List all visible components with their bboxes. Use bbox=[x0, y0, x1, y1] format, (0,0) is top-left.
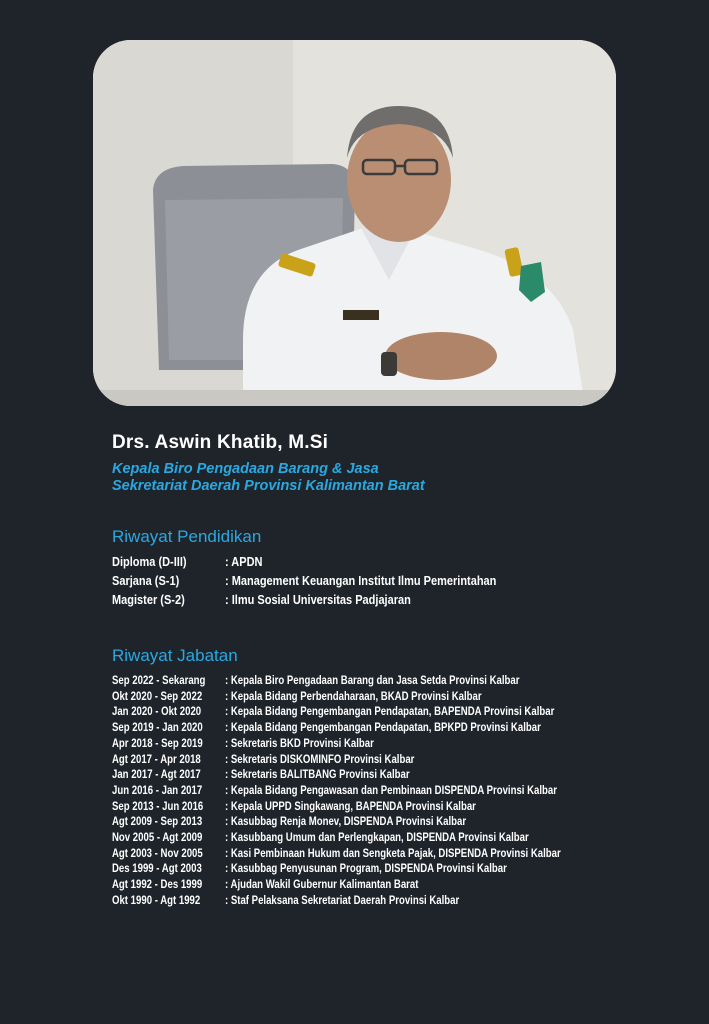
career-position: : Kasubbang Umum dan Perlengkapan, DISPENDA Provinsi Kalbar bbox=[225, 830, 529, 845]
career-period: Sep 2013 - Jun 2016 bbox=[112, 798, 204, 813]
career-period: Agt 2017 - Apr 2018 bbox=[112, 751, 201, 766]
career-position: : Kepala UPPD Singkawang, BAPENDA Provinsi Kalbar bbox=[225, 798, 476, 813]
position-line-2: Sekretariat Daerah Provinsi Kalimantan Barat bbox=[112, 478, 425, 494]
career-period: Agt 2009 - Sep 2013 bbox=[112, 814, 203, 829]
career-period: Agt 1992 - Des 1999 bbox=[112, 877, 203, 892]
career-list bbox=[112, 673, 645, 909]
career-position: : Kepala Bidang Perbendaharaan, BKAD Provinsi Kalbar bbox=[225, 688, 482, 703]
career-position: : Kasubbag Renja Monev, DISPENDA Provinsi Kalbar bbox=[225, 814, 467, 829]
career-period: Sep 2019 - Jan 2020 bbox=[112, 720, 203, 735]
career-period: Agt 2003 - Nov 2005 bbox=[112, 845, 203, 860]
career-item bbox=[112, 783, 645, 799]
career-position: : Sekretaris BALITBANG Provinsi Kalbar bbox=[225, 767, 410, 782]
career-item bbox=[112, 799, 645, 815]
career-item bbox=[112, 720, 645, 736]
career-position: : Kepala Biro Pengadaan Barang dan Jasa Setda Provinsi Kalbar bbox=[225, 673, 520, 687]
career-period: Sep 2022 - Sekarang bbox=[112, 673, 206, 687]
career-item bbox=[112, 861, 645, 877]
education-heading: Riwayat Pendidikan bbox=[112, 527, 262, 546]
career-heading: Riwayat Jabatan bbox=[112, 646, 238, 665]
position-title bbox=[112, 461, 425, 495]
education-institution: : Management Keuangan Institut Ilmu Pemerintahan bbox=[225, 574, 497, 588]
career-position: : Staf Pelaksana Sekretariat Daerah Provinsi Kalbar bbox=[225, 892, 460, 907]
education-institution: : APDN bbox=[225, 555, 263, 569]
career-item bbox=[112, 846, 645, 862]
profile-photo bbox=[93, 40, 616, 406]
career-item bbox=[112, 673, 645, 689]
education-level: Magister (S-2) bbox=[112, 593, 185, 607]
career-position: : Kepala Bidang Pengembangan Pendapatan, BAPENDA Provinsi Kalbar bbox=[225, 704, 555, 719]
education-institution: : Ilmu Sosial Universitas Padjajaran bbox=[225, 593, 411, 607]
career-period: Des 1999 - Agt 2003 bbox=[112, 861, 202, 876]
education-level: Sarjana (S-1) bbox=[112, 574, 180, 588]
position-line-1: Kepala Biro Pengadaan Barang & Jasa bbox=[112, 461, 379, 477]
career-item bbox=[112, 814, 645, 830]
career-item bbox=[112, 752, 645, 768]
career-position: : Sekretaris BKD Provinsi Kalbar bbox=[225, 735, 374, 750]
career-item bbox=[112, 893, 645, 909]
career-period: Apr 2018 - Sep 2019 bbox=[112, 735, 203, 750]
career-position: : Kasi Pembinaan Hukum dan Sengketa Pajak, DISPENDA Provinsi Kalbar bbox=[225, 845, 561, 860]
education-list bbox=[112, 553, 533, 610]
career-period: Nov 2005 - Agt 2009 bbox=[112, 830, 203, 845]
person-name: Drs. Aswin Khatib, M.Si bbox=[112, 432, 329, 453]
career-period: Jan 2017 - Agt 2017 bbox=[112, 767, 201, 782]
career-item bbox=[112, 689, 645, 705]
education-item bbox=[112, 591, 533, 610]
career-period: Okt 2020 - Sep 2022 bbox=[112, 688, 203, 703]
career-item bbox=[112, 877, 645, 893]
career-position: : Sekretaris DISKOMINFO Provinsi Kalbar bbox=[225, 751, 415, 766]
education-item bbox=[112, 572, 533, 591]
education-item bbox=[112, 553, 533, 572]
education-level: Diploma (D-III) bbox=[112, 555, 187, 569]
career-item bbox=[112, 830, 645, 846]
career-item bbox=[112, 736, 645, 752]
career-position: : Kepala Bidang Pengembangan Pendapatan, BPKPD Provinsi Kalbar bbox=[225, 720, 541, 735]
career-period: Jun 2016 - Jan 2017 bbox=[112, 782, 203, 797]
career-item bbox=[112, 704, 645, 720]
career-position: : Kasubbag Penyusunan Program, DISPENDA Provinsi Kalbar bbox=[225, 861, 507, 876]
career-position: : Ajudan Wakil Gubernur Kalimantan Barat bbox=[225, 877, 419, 892]
career-period: Okt 1990 - Agt 1992 bbox=[112, 892, 201, 907]
career-period: Jan 2020 - Okt 2020 bbox=[112, 704, 202, 719]
career-position: : Kepala Bidang Pengawasan dan Pembinaan DISPENDA Provinsi Kalbar bbox=[225, 782, 557, 797]
career-item bbox=[112, 767, 645, 783]
